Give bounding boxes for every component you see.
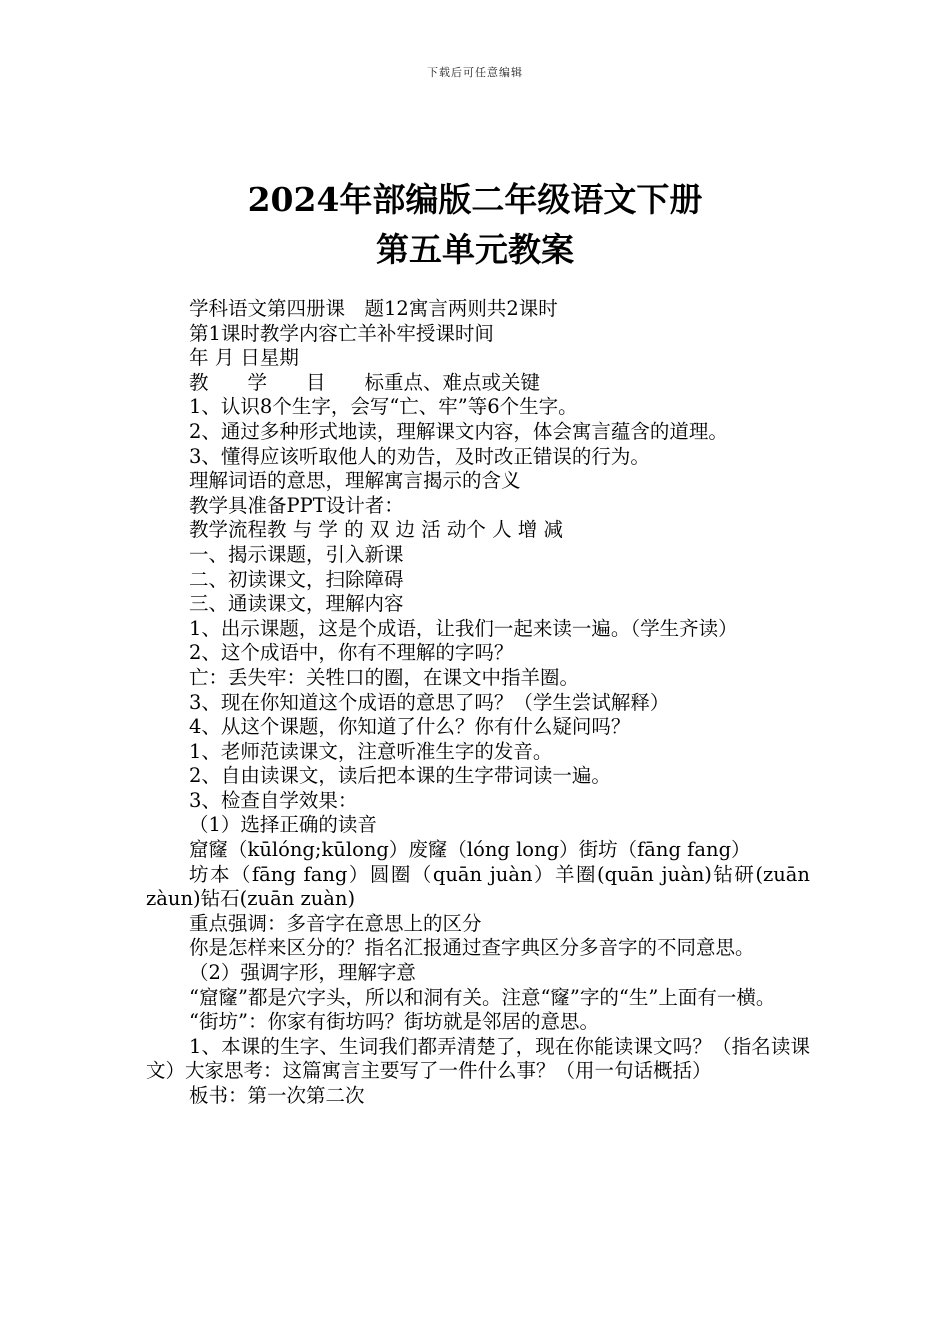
paragraph: 教 学 目 标重点、难点或关键 bbox=[189, 370, 541, 394]
paragraph: 二、初读课文，扫除障碍 bbox=[189, 567, 404, 591]
paragraph: 1、出示课题，这是个成语，让我们一起来读一遍。（学生齐读） bbox=[189, 616, 738, 640]
document-title-line-2: 第五单元教案 bbox=[376, 230, 574, 269]
paragraph: 年 月 日星期 bbox=[189, 346, 299, 370]
paragraph: 窟窿（kūlóng;kūlong）废窿（lóng long）街坊（fāng fang） bbox=[189, 838, 751, 862]
paragraph: 1、本课的生字、生词我们都弄清楚了，现在你能读课文吗？（指名读课文）大家思考：这篇寓言主要写了一件什么事？（用一句话概括） bbox=[146, 1034, 810, 1083]
paragraph: 2、通过多种形式地读，理解课文内容，体会寓言蕴含的道理。 bbox=[189, 419, 728, 443]
paragraph: 重点强调：多音字在意思上的区分 bbox=[189, 911, 482, 935]
paragraph: 理解词语的意思，理解寓言揭示的含义 bbox=[189, 469, 521, 493]
document-title-line-1: 2024年部编版二年级语文下册 bbox=[247, 180, 703, 219]
paragraph: 2、自由读课文，读后把本课的生字带词读一遍。 bbox=[189, 764, 611, 788]
paragraph: （2）强调字形，理解字意 bbox=[189, 961, 416, 985]
paragraph: “街坊”：你家有街坊吗？街坊就是邻居的意思。 bbox=[189, 1010, 599, 1034]
paragraph: 4、从这个课题，你知道了什么？你有什么疑问吗？ bbox=[189, 715, 631, 739]
paragraph: 1、老师范读课文，注意听准生字的发音。 bbox=[189, 739, 553, 763]
paragraph: 3、懂得应该听取他人的劝告，及时改正错误的行为。 bbox=[189, 444, 650, 468]
paragraph: 板书：第一次第二次 bbox=[189, 1084, 365, 1107]
paragraph: 教学流程教 与 学 的 双 边 活 动个 人 增 减 bbox=[189, 518, 563, 542]
paragraph: 第1课时教学内容亡羊补牢授课时间 bbox=[189, 321, 494, 345]
paragraph: 2、这个成语中，你有不理解的字吗？ bbox=[189, 641, 514, 665]
page-header-note: 下载后可任意编辑 bbox=[427, 66, 523, 79]
paragraph: 教学具准备PPT设计者： bbox=[189, 493, 404, 517]
paragraph: 亡：丢失牢：关牲口的圈，在课文中指羊圈。 bbox=[189, 665, 580, 689]
paragraph: 一、揭示课题，引入新课 bbox=[189, 542, 404, 566]
paragraph: 学科语文第四册课 题12寓言两则共2课时 bbox=[189, 297, 558, 320]
document-body bbox=[146, 297, 810, 1109]
paragraph: 你是怎样来区分的？指名汇报通过查字典区分多音字的不同意思。 bbox=[189, 936, 755, 960]
paragraph: 3、现在你知道这个成语的意思了吗？（学生尝试解释） bbox=[189, 690, 670, 714]
paragraph: 1、认识8个生字，会写“亡、牢”等6个生字。 bbox=[189, 395, 578, 419]
paragraph: “窟窿”都是穴字头，所以和洞有关。注意“窿”字的“生”上面有一横。 bbox=[189, 985, 776, 1009]
paragraph: 3、检查自学效果： bbox=[189, 788, 358, 812]
paragraph: 坊本（fāng fang）圆圈（quān juàn）羊圈(quān juàn)钻研(zuān zàun)钻石(zuān zuàn) bbox=[146, 862, 810, 911]
paragraph: 三、通读课文，理解内容 bbox=[189, 592, 404, 616]
paragraph: （1）选择正确的读音 bbox=[189, 813, 377, 837]
